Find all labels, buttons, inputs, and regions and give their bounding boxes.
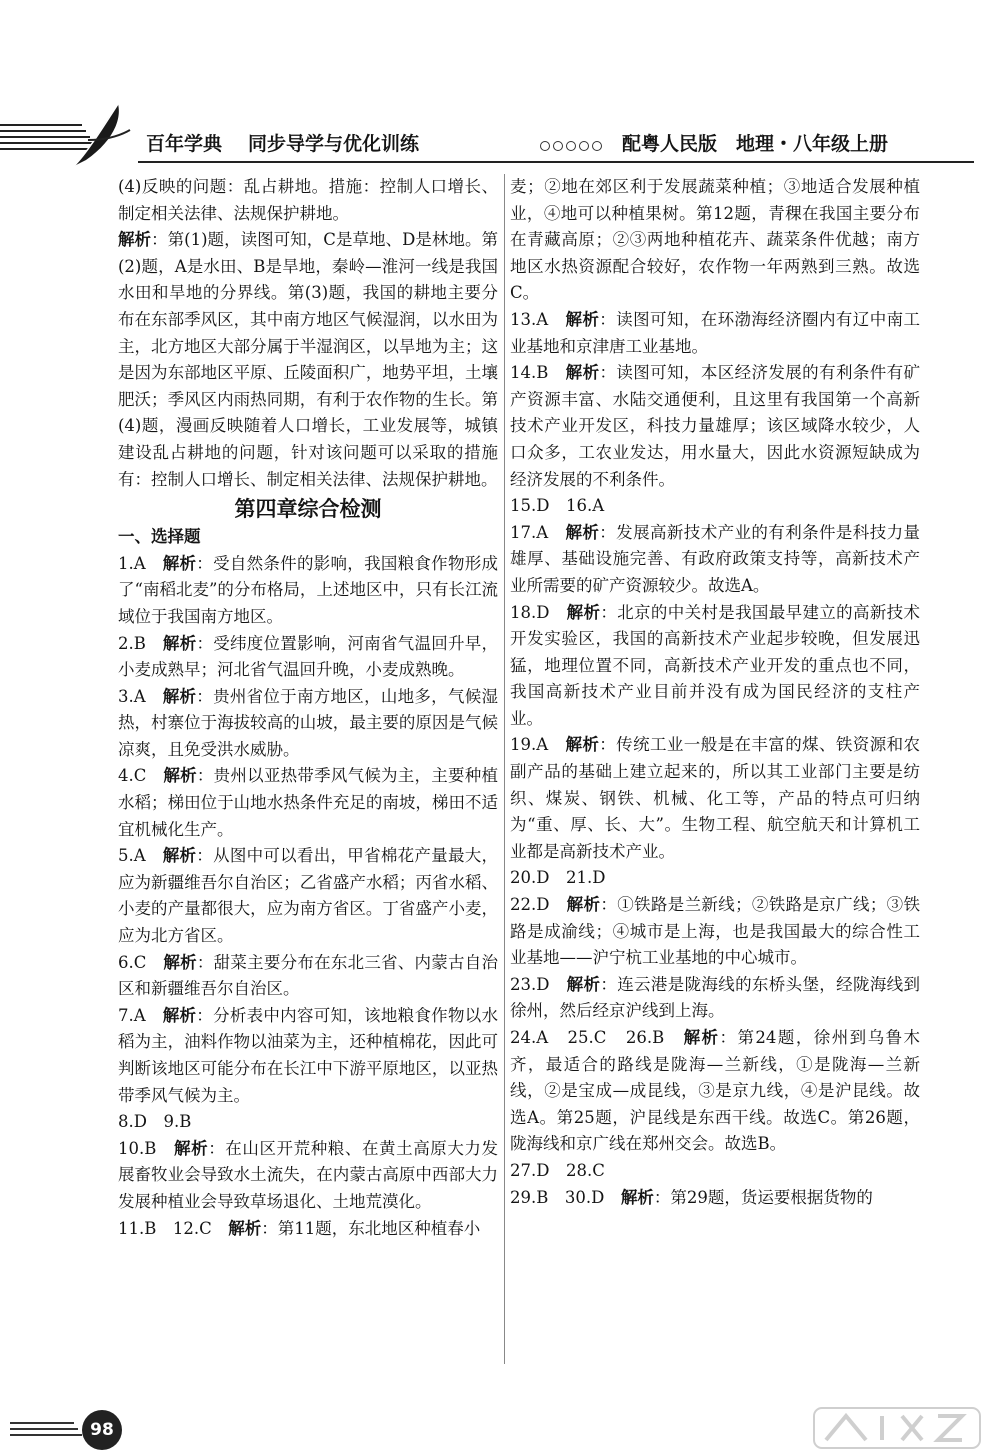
answer-item bbox=[118, 843, 498, 949]
answer-text: ：受自然条件的影响，我国粮食作物形成了“南稻北麦”的分布格局，上述地区中，只有长江流域位于我国南方地区。 bbox=[118, 553, 499, 626]
question-number: 2.B bbox=[118, 633, 146, 653]
answer-item bbox=[510, 1025, 920, 1158]
watermark-logo bbox=[812, 1404, 982, 1452]
question-number: 18.D bbox=[510, 602, 550, 622]
analysis-label: 解析 bbox=[565, 363, 600, 383]
analysis-label: 解析 bbox=[566, 974, 601, 994]
answer-text: ：连云港是陇海线的东桥头堡，经陇海线到徐州，然后经京沪线到上海。 bbox=[510, 974, 921, 1021]
question-number: 22.D bbox=[510, 895, 550, 915]
answer-item bbox=[118, 631, 498, 684]
answer-item bbox=[118, 1136, 498, 1216]
analysis-label: 解析 bbox=[228, 1218, 262, 1238]
answer-item bbox=[118, 950, 498, 1003]
analysis-label: 解析 bbox=[566, 602, 601, 622]
header-subtitle: 同步导学与优化训练 bbox=[248, 133, 420, 155]
analysis-label: 解析 bbox=[162, 633, 197, 653]
answer-item bbox=[510, 972, 920, 1025]
answer-item bbox=[118, 763, 498, 843]
question-number: 14.B bbox=[510, 363, 549, 383]
answer-item bbox=[510, 1185, 920, 1212]
answer-item bbox=[118, 684, 498, 764]
analysis-label: 解析 bbox=[162, 1005, 197, 1025]
series-title: 百年学典 bbox=[146, 133, 223, 155]
analysis-label: 解析 bbox=[565, 735, 600, 755]
question-number: 7.A bbox=[118, 1005, 146, 1025]
question-number: 17.A bbox=[510, 522, 549, 542]
analysis-label: 解析 bbox=[683, 1028, 720, 1047]
question-number: 23.D bbox=[510, 974, 550, 994]
answer-text: ：读图可知，在环渤海经济圈内有辽中南工业基地和京津唐工业基地。 bbox=[510, 309, 921, 356]
answer-text: ：受纬度位置影响，河南省气温回升早，小麦成熟早；河北省气温回升晚，小麦成熟晚。 bbox=[118, 633, 499, 680]
answer-item bbox=[118, 1109, 498, 1136]
answer-text: ：贵州以亚热带季风气候为主，主要种植水稻；梯田位于山地水热条件充足的南坡，梯田不适宜机械化生产。 bbox=[118, 766, 499, 839]
answer-item bbox=[510, 892, 920, 972]
question-number: 27.D 28.C bbox=[510, 1160, 605, 1180]
question-number: 5.A bbox=[118, 846, 146, 866]
analysis-label: 解析 bbox=[565, 522, 600, 542]
answer-item bbox=[510, 493, 920, 520]
answer-item bbox=[510, 360, 920, 493]
answer-text: ：甜菜主要分布在东北三省、内蒙古自治区和新疆维吾尔自治区。 bbox=[118, 952, 499, 999]
analysis-label: 解析 bbox=[118, 230, 152, 250]
analysis-label: 解析 bbox=[163, 766, 197, 786]
answer-text: ：第(1)题，读图可知，C是草地、D是林地。第(2)题，A是水田、B是旱地，秦岭—淮河一线是我国水田和旱地的分界线。第(3)题，我国的耕地主要分布在东部季风区，其中南方地区气候湿润，以水田为主，北方地区大部分属于半湿润区，以旱地为主；这是因为东部地区平原、丘陵面积广，地势平坦，土壤肥沃；季风区内雨热同期，有利于农作物的生长。第(4)题，漫画反映随着人口增长，工业发展等，城镇建设乱占耕地的问题，针对该问题可以采取的措施有：控制人口增长、制定相关法律、法规保护耕地。 bbox=[118, 230, 499, 489]
answer-item bbox=[510, 307, 920, 360]
analysis-label: 解析 bbox=[566, 895, 601, 915]
analysis-label: 解析 bbox=[162, 846, 197, 866]
answer-text: (4)反映的问题：乱占耕地。措施：控制人口增长、制定相关法律、法规保护耕地。 bbox=[118, 177, 498, 223]
answer-paragraph bbox=[118, 174, 498, 227]
answer-text: ：分析表中内容可知，该地粮食作物以水稻为主，油料作物以油菜为主，还种植棉花，因此可判断该地区可能分布在长江中下游平原地区，以亚热带季风气候为主。 bbox=[118, 1005, 499, 1105]
feather-pen-icon bbox=[66, 100, 136, 170]
question-number: 3.A bbox=[118, 686, 146, 706]
answer-item bbox=[510, 865, 920, 892]
analysis-label: 解析 bbox=[163, 952, 197, 972]
answer-text: ：贵州省位于南方地区，山地多，气候湿热，村寨位于海拔较高的山坡，最主要的原因是气候凉爽，且免受洪水威胁。 bbox=[118, 686, 499, 759]
analysis-label: 解析 bbox=[162, 686, 197, 706]
question-number: 8.D 9.B bbox=[118, 1112, 192, 1132]
page-number: 98 bbox=[82, 1410, 122, 1450]
answer-text: ：传统工业一般是在丰富的煤、铁资源和农副产品的基础上建立起来的，所以其工业部门主要是纺织、煤炭、钢铁、机械、化工等，产品的特点可归纳为“重、厚、长、大”。生物工程、航空航天和计算机工业都是高新技术产业。 bbox=[510, 735, 921, 861]
answer-text: ：①铁路是兰新线；②铁路是京广线；③铁路是成渝线；④城市是上海，也是我国最大的综合性工业基地——沪宁杭工业基地的中心城市。 bbox=[510, 895, 921, 968]
analysis-label: 解析 bbox=[162, 553, 197, 573]
question-number: 29.B 30.D bbox=[510, 1187, 605, 1207]
question-number: 4.C bbox=[118, 766, 147, 786]
subject-label: 地理・八年级上册 bbox=[736, 133, 889, 155]
answer-item bbox=[510, 520, 920, 600]
answer-text: ：从图中可以看出，甲省棉花产量最大，应为新疆维吾尔自治区；乙省盛产水稻；丙省水稻、小麦的产量都很大，应为南方省区。丁省盛产小麦，应为北方省区。 bbox=[118, 846, 499, 946]
answer-text: ：第29题，货运要根据货物的 bbox=[653, 1187, 873, 1207]
answer-text: ：在山区开荒种粮、在黄土高原大力发展畜牧业会导致水土流失，在内蒙古高原中西部大力发展种植业会导致草场退化、土地荒漠化。 bbox=[118, 1138, 499, 1211]
answer-text: 麦；②地在郊区利于发展蔬菜种植；③地适合发展种植业，④地可以种植果树。第12题，青稞在我国主要分布在青藏高原；②③两地种植花卉、蔬菜条件优越；南方地区水热资源配合较好，农作物一年两熟到三熟。故选C。 bbox=[510, 177, 920, 303]
page-footer bbox=[0, 1400, 1000, 1456]
analysis-label: 解析 bbox=[565, 309, 600, 329]
page-header bbox=[0, 100, 1000, 166]
question-number: 19.A bbox=[510, 735, 549, 755]
answer-text: ：发展高新技术产业的有利条件是科技力量雄厚、基础设施完善、有政府政策支持等，高新技术产业所需要的矿产资源较少。故选A。 bbox=[510, 522, 921, 595]
answer-list bbox=[510, 174, 920, 1211]
question-number: 15.D 16.A bbox=[510, 496, 605, 516]
edition-label: 配粤人民版 bbox=[622, 133, 718, 155]
question-number: 20.D 21.D bbox=[510, 868, 606, 888]
question-number: 13.A bbox=[510, 309, 549, 329]
answer-item bbox=[118, 551, 498, 631]
answer-item bbox=[510, 1158, 920, 1185]
answer-item bbox=[510, 732, 920, 865]
question-number: 1.A bbox=[118, 553, 146, 573]
question-number: 6.C bbox=[118, 952, 147, 972]
column-divider bbox=[504, 174, 505, 1364]
answer-text: ：北京的中关村是我国最早建立的高新技术开发实验区，我国的高新技术产业起步较晚，但发展迅猛，地理位置不同，高新技术产业开发的重点也不同，我国高新技术产业目前并没有成为国民经济的支柱产业。 bbox=[510, 602, 921, 728]
question-number: 24.A 25.C 26.B bbox=[510, 1028, 665, 1047]
answer-list bbox=[118, 551, 498, 1242]
question-number: 11.B 12.C bbox=[118, 1218, 212, 1238]
question-number: 10.B bbox=[118, 1138, 157, 1158]
analysis-label: 解析 bbox=[174, 1138, 209, 1158]
header-rule bbox=[138, 161, 974, 163]
chapter-title: 第四章综合检测 bbox=[234, 496, 382, 522]
header-dots bbox=[540, 136, 605, 155]
answer-item bbox=[118, 1216, 498, 1243]
right-column bbox=[510, 174, 920, 1211]
left-column bbox=[118, 174, 498, 1242]
analysis-label: 解析 bbox=[620, 1187, 654, 1207]
answer-text: ：第24题，徐州到乌鲁木齐，最适合的路线是陇海—兰新线，①是陇海—兰新线，②是宝成—成昆线，③是京九线，④是沪昆线。故选A。第25题，沪昆线是东西干线。故选C。第26题，陇海线和京广线在郑州交会。故选B。 bbox=[510, 1028, 921, 1154]
answer-text: ：读图可知，本区经济发展的有利条件有矿产资源丰富、水陆交通便利，且这里有我国第一个高新技术产业开发区，科技力量雄厚；该区域降水较少，人口众多，工农业发达，用水量大，因此水资源短缺成为经济发展的不利条件。 bbox=[510, 363, 921, 489]
answer-item bbox=[510, 600, 920, 733]
answer-item bbox=[510, 174, 920, 307]
answer-text: ：第11题，东北地区种植春小 bbox=[261, 1218, 481, 1238]
answer-paragraph bbox=[118, 227, 498, 493]
answer-item bbox=[118, 1003, 498, 1109]
section-title: 一、选择题 bbox=[118, 527, 201, 547]
